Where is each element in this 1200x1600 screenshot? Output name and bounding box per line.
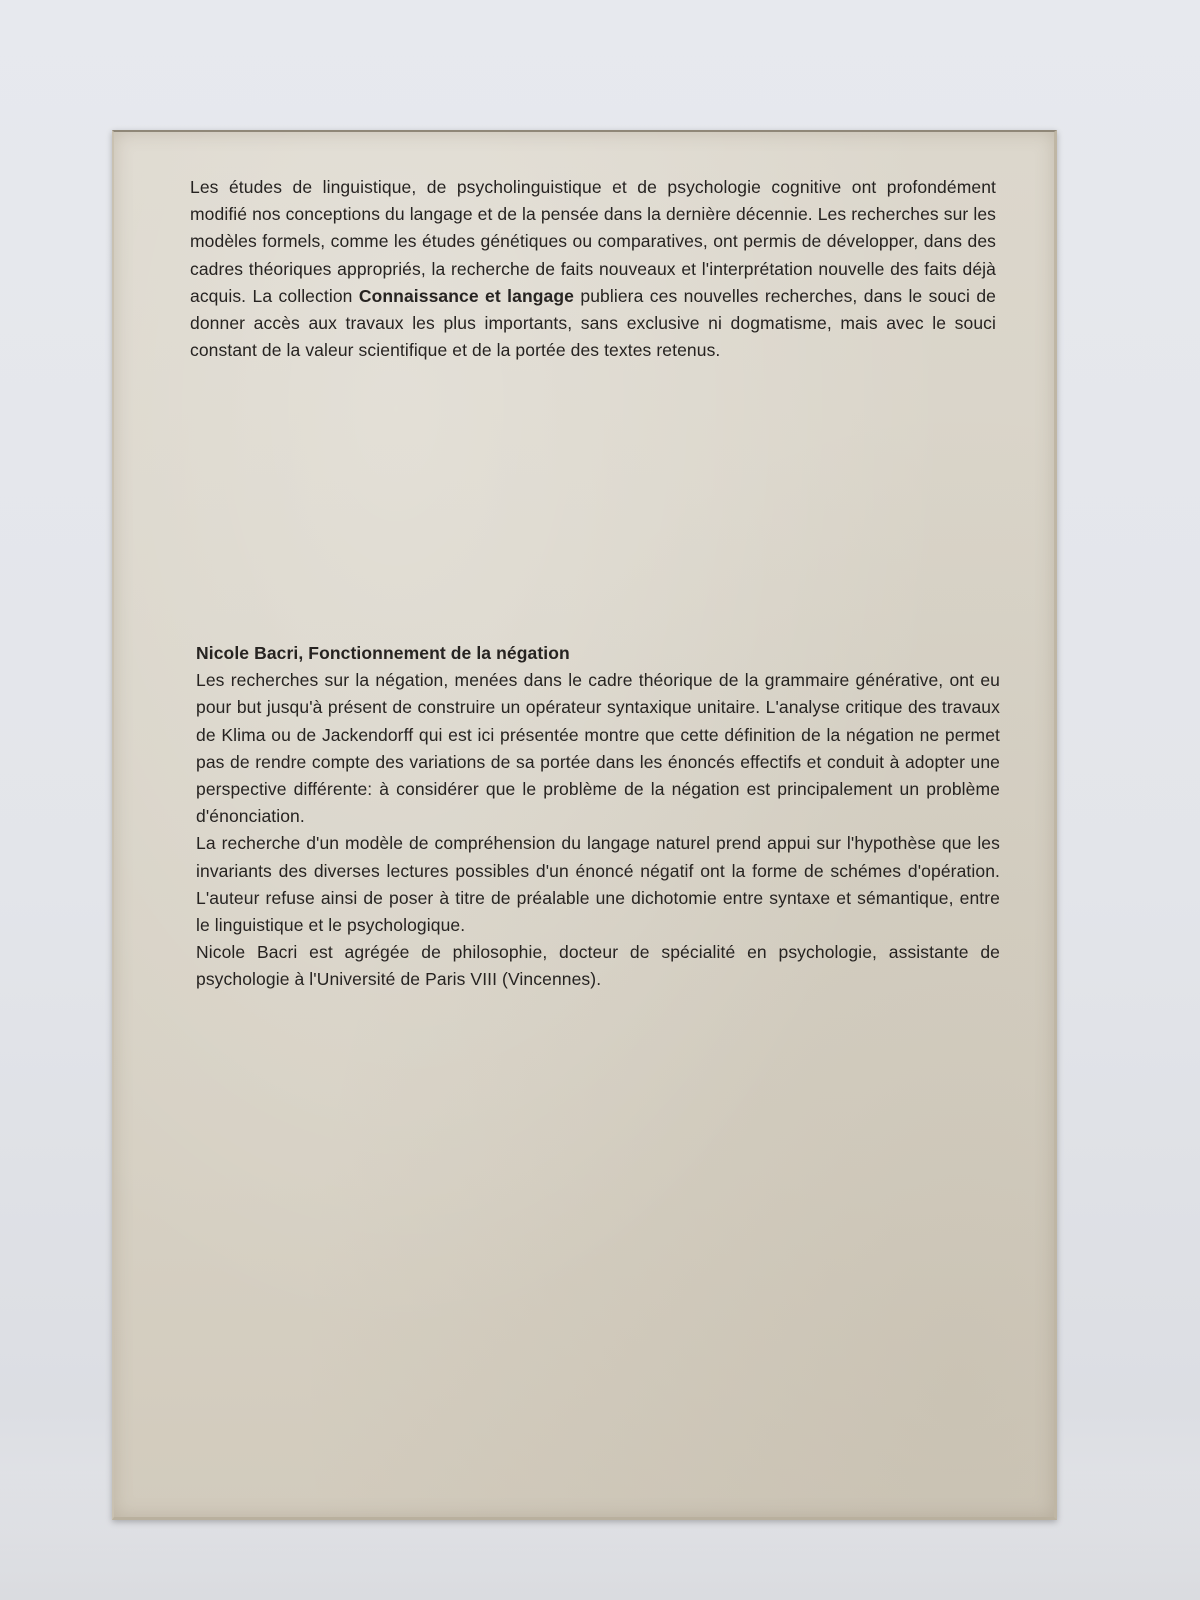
summary-paragraph: La recherche d'un modèle de compréhension du langage naturel prend appui sur l'hypothèse que les invariants des diverses lectures possibles d'un énoncé négatif ont la forme de schémes d'opération. L'auteur refuse ainsi de poser à titre de préalable une dichotomie entre syntaxe et sémantique, entre le linguistique et le psychologique. xyxy=(196,833,1000,936)
collection-description-text-start: Les études de linguistique, de psycholinguistique et de psychologie cognitive ont profondément modifié nos conceptions du langage et de la pensée dans la dernière décennie. Les recherches sur les modèles formels, comme les études génétiques ou comparatives, ont permis de développer, dans des cadres théoriques appropriés, la recherche de faits nouveaux et l'interprétation nouvelle des faits déjà acquis. La collection xyxy=(190,177,996,306)
book-summary xyxy=(196,640,1000,994)
collection-description-text-end: publiera ces nouvelles recherches, dans le souci de donner accès aux travaux les plus importants, sans exclusive ni dogmatisme, mais avec le souci constant de la valeur scientifique et de la portée des textes retenus. xyxy=(190,285,996,361)
summary-paragraph: Les recherches sur la négation, menées dans le cadre théorique de la grammaire générative, ont eu pour but jusqu'à présent de construire un opérateur syntaxique unitaire. L'analyse critique des travaux de Klima ou de Jackendorff qui est ici présentée montre que cette définition de la négation ne permet pas de rendre compte des variations de sa portée dans les énoncés effectifs et conduit à adopter une perspective différente: à considérer que le problème de la négation est principalement un problème d'énonciation. xyxy=(196,670,1000,827)
collection-name: Connaissance et langage xyxy=(358,285,574,306)
collection-description xyxy=(190,174,996,364)
book-back-cover xyxy=(112,130,1057,1520)
author-bio: Nicole Bacri est agrégée de philosophie, docteur de spécialité en psychologie, assistante de psychologie à l'Université de Paris VIII (Vincennes). xyxy=(196,942,1000,990)
book-title: Nicole Bacri, Fonctionnement de la négation xyxy=(196,643,570,663)
